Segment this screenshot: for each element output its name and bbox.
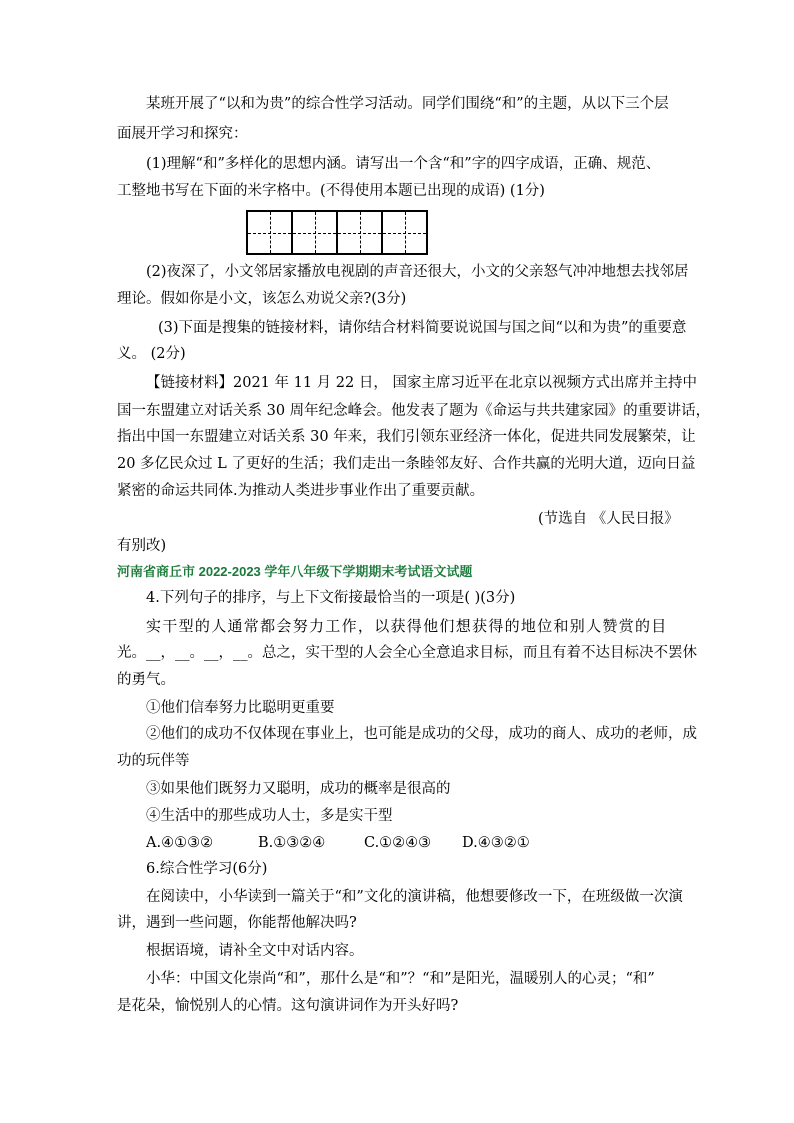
q6-line-2: 讲，遇到一些问题，你能帮他解决吗? xyxy=(117,915,357,931)
mi-character-grid[interactable] xyxy=(246,210,428,255)
option-d[interactable]: D.④③②① xyxy=(462,835,530,851)
q6-line-1: 在阅读中，小华读到一篇关于“和”文化的演讲稿，他想要修改一下，在班级做一次演 xyxy=(146,889,683,905)
option-b[interactable]: B.①③②④ xyxy=(258,835,326,851)
passage-line-2: 光。__，__。__，__。总之，实干型的人会全心全意追求目标，而且有着不达目标决不罢休 xyxy=(117,645,697,661)
grid-cell[interactable] xyxy=(336,210,383,255)
grid-cell[interactable] xyxy=(246,210,293,255)
material-line-4: 20 多亿民众过 L 了更好的生活；我们走出一条睦邻友好、合作共赢的光明大道，迈向日益 xyxy=(117,456,696,472)
citation-line-1: (节选自 《人民日报》 xyxy=(538,511,679,527)
material-line-3: 指出中国一东盟建立对话关系 30 年来，我们引领东亚经济一体化，促进共同发展繁荣，让 xyxy=(117,429,696,445)
grid-cell[interactable] xyxy=(291,210,338,255)
q1-line-2: 工整地书写在下面的米字格中。(不得使用本题已出现的成语) (1分) xyxy=(117,183,545,199)
passage-line-1: 实干型的人通常都会努力工作，以获得他们想获得的地位和别人赞赏的目 xyxy=(146,617,668,635)
sentence-3: ③如果他们既努力又聪明，成功的概率是很高的 xyxy=(146,781,451,797)
q6-line-5: 是花朵，愉悦别人的心情。这句演讲词作为开头好吗? xyxy=(117,998,459,1014)
grid-cell[interactable] xyxy=(381,210,428,255)
option-c[interactable]: C.①②④③ xyxy=(364,835,432,851)
q2-line-1: (2)夜深了，小文邻居家播放电视剧的声音还很大，小文的父亲怒气冲冲地想去找邻居 xyxy=(146,264,689,280)
sentence-1: ①他们信奉努力比聪明更重要 xyxy=(146,700,335,716)
source-title: 河南省商丘市 2022-2023 学年八年级下学期期末考试语文试题 xyxy=(117,564,473,579)
intro-line-2: 面展开学习和探究： xyxy=(117,126,248,142)
citation-line-2: 有别改) xyxy=(117,538,167,554)
sentence-2-line-2: 功的玩伴等 xyxy=(117,753,190,769)
material-line-1: 【链接材料】2021 年 11 月 22 日， 国家主席习近平在北京以视频方式出席并主持中 xyxy=(146,375,697,391)
option-a[interactable]: A.④①③② xyxy=(146,835,214,851)
q6-line-4: 小华：中国文化崇尚“和”，那什么是“和”？“和”是阳光，温暖别人的心灵；“和” xyxy=(146,971,655,987)
q3-line-1: (3)下面是搜集的链接材料，请你结合材料简要说说国与国之间“以和为贵”的重要意 xyxy=(158,320,687,336)
material-line-2: 国一东盟建立对话关系 30 周年纪念峰会。他发表了题为《命运与共共建家园》的重要讲话， xyxy=(117,403,711,419)
sentence-4: ④生活中的那些成功人士，多是实干型 xyxy=(146,808,393,824)
q3-line-2: 义。 (2分) xyxy=(117,346,186,362)
q1-line-1: (1)理解“和”多样化的思想内涵。请写出一个含“和”字的四字成语，正确、规范、 xyxy=(146,156,661,172)
q2-line-2: 理论。假如你是小文，该怎么劝说父亲?(3分) xyxy=(117,291,407,307)
intro-line-1: 某班开展了“以和为贵”的综合性学习活动。同学们围绕“和”的主题，从以下三个层 xyxy=(146,96,669,112)
q4-stem: 4.下列句子的排序，与上下文衔接最恰当的一项是( )(3分) xyxy=(146,590,516,606)
q6-line-3: 根据语境，请补全文中对话内容。 xyxy=(146,943,364,959)
sentence-2-line-1: ②他们的成功不仅体现在事业上，也可能是成功的父母，成功的商人、成功的老师，成 xyxy=(146,726,697,742)
material-line-5: 紧密的命运共同体.为推动人类进步事业作出了重要贡献。 xyxy=(117,483,485,499)
q6-heading: 6.综合性学习(6分) xyxy=(146,861,268,877)
passage-line-3: 的勇气。 xyxy=(117,672,175,688)
